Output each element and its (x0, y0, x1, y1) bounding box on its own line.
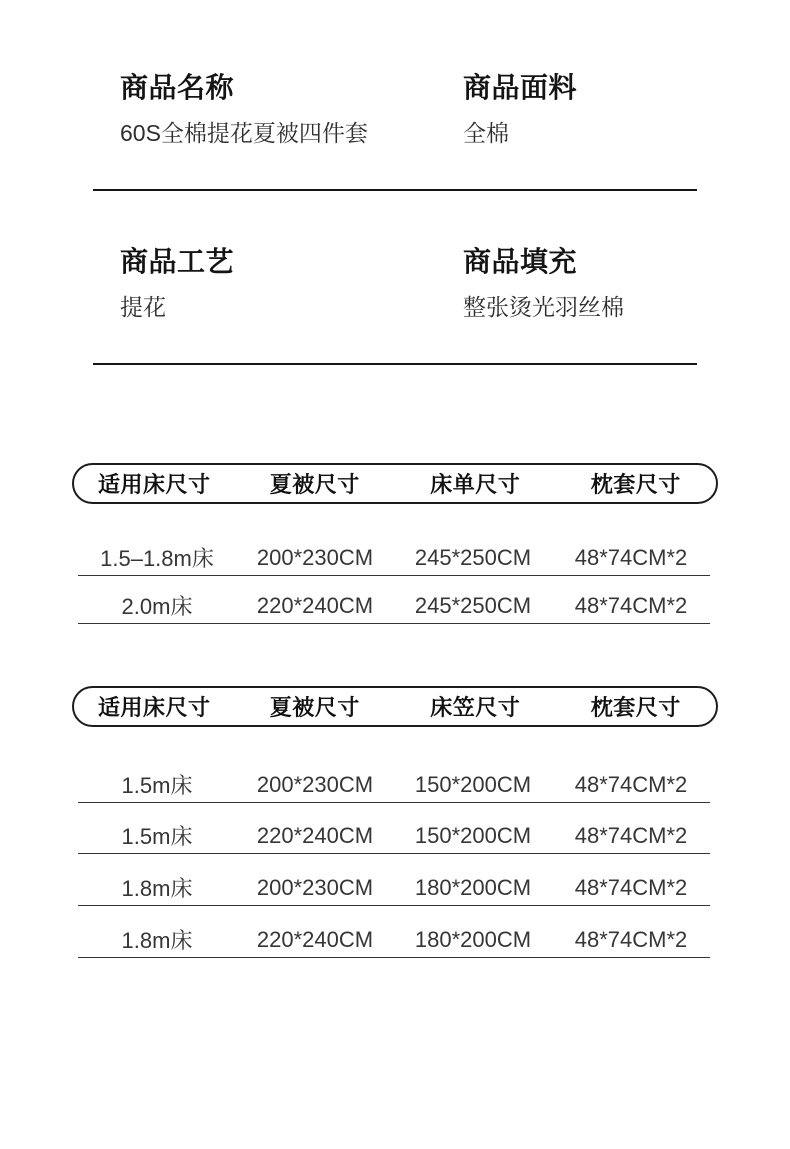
sheet-size-cell: 245*250CM (414, 592, 532, 618)
fitted-sheet-size-table (72, 686, 718, 966)
product-info-section-2 (120, 247, 700, 320)
quilt-size-cell: 220*240CM (256, 926, 374, 952)
quilt-size-cell: 200*230CM (256, 874, 374, 900)
table-header-row (72, 463, 718, 504)
table-row (78, 922, 710, 958)
product-filling-value: 整张烫光羽丝棉 (463, 293, 624, 320)
quilt-size-cell: 200*230CM (256, 544, 374, 570)
sheet-size-cell: 245*250CM (414, 544, 532, 570)
product-craft-value: 提花 (120, 293, 166, 320)
table-header-row (72, 686, 718, 727)
header-pillowcase-size: 枕套尺寸 (590, 695, 681, 720)
header-bed-size: 适用床尺寸 (97, 695, 211, 720)
product-craft-item (120, 247, 463, 320)
table-row (78, 870, 710, 906)
table-row (78, 540, 710, 576)
product-filling-label: 商品填充 (463, 246, 578, 277)
fitted-sheet-size-cell: 180*200CM (414, 926, 532, 952)
header-fitted-sheet-size: 床笠尺寸 (430, 695, 521, 720)
header-quilt-size: 夏被尺寸 (269, 695, 360, 720)
fitted-sheet-size-cell: 150*200CM (414, 822, 532, 848)
fitted-sheet-size-cell: 150*200CM (414, 771, 532, 797)
pillowcase-size-cell: 48*74CM*2 (574, 544, 688, 570)
product-fabric-label: 商品面料 (463, 72, 578, 103)
product-fabric-item (463, 73, 700, 146)
bed-size-cell: 1.8m床 (121, 876, 193, 901)
product-fabric-value: 全棉 (463, 119, 509, 146)
product-name-label: 商品名称 (120, 72, 235, 103)
table-row (78, 818, 710, 854)
header-bed-size: 适用床尺寸 (97, 472, 211, 497)
quilt-size-cell: 220*240CM (256, 822, 374, 848)
bed-size-cell: 1.5m床 (121, 773, 193, 798)
section-divider (93, 189, 697, 191)
bed-size-cell: 2.0m床 (121, 594, 193, 619)
product-filling-item (463, 247, 700, 320)
header-quilt-size: 夏被尺寸 (269, 472, 360, 497)
product-craft-label: 商品工艺 (120, 246, 235, 277)
flat-sheet-size-table (72, 463, 718, 633)
header-sheet-size: 床单尺寸 (430, 472, 521, 497)
bed-size-cell: 1.5m床 (121, 824, 193, 849)
pillowcase-size-cell: 48*74CM*2 (574, 822, 688, 848)
pillowcase-size-cell: 48*74CM*2 (574, 874, 688, 900)
pillowcase-size-cell: 48*74CM*2 (574, 771, 688, 797)
pillowcase-size-cell: 48*74CM*2 (574, 592, 688, 618)
table-row (78, 767, 710, 803)
bed-size-cell: 1.5–1.8m床 (100, 546, 214, 571)
section-divider (93, 363, 697, 365)
table-row (78, 588, 710, 624)
fitted-sheet-size-cell: 180*200CM (414, 874, 532, 900)
quilt-size-cell: 220*240CM (256, 592, 374, 618)
product-info-section-1 (120, 73, 700, 146)
pillowcase-size-cell: 48*74CM*2 (574, 926, 688, 952)
quilt-size-cell: 200*230CM (256, 771, 374, 797)
header-pillowcase-size: 枕套尺寸 (590, 472, 681, 497)
product-name-item (120, 73, 463, 146)
bed-size-cell: 1.8m床 (121, 928, 193, 953)
product-name-value: 60S全棉提花夏被四件套 (120, 119, 368, 146)
